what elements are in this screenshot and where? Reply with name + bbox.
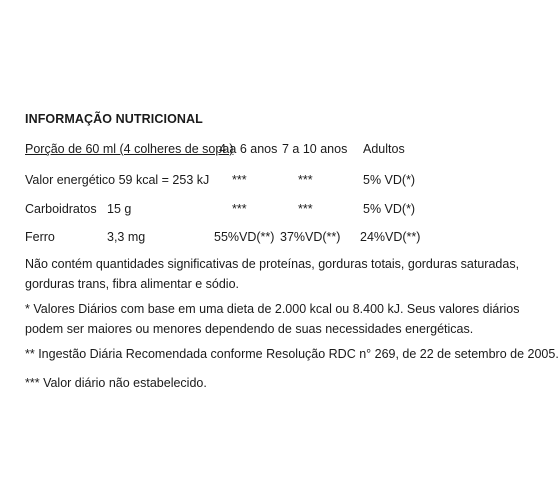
row-energy-c2: *** bbox=[298, 173, 313, 187]
footnote-not-established bbox=[25, 373, 207, 393]
col-header-7-10: 7 a 10 anos bbox=[282, 142, 348, 156]
footnote-idr bbox=[25, 344, 559, 364]
footnote-not-established-line: *** Valor diário não estabelecido. bbox=[25, 376, 207, 390]
row-carbs-label: Carboidratos bbox=[25, 202, 97, 216]
row-iron-amount: 3,3 mg bbox=[107, 230, 146, 244]
row-energy-label: Valor energético 59 kcal = 253 kJ bbox=[25, 173, 210, 187]
nutrition-title: INFORMAÇÃO NUTRICIONAL bbox=[25, 112, 203, 126]
col-header-adults: Adultos bbox=[363, 142, 405, 156]
row-iron-label: Ferro bbox=[25, 230, 55, 244]
footnote-daily-values-line-2: podem ser maiores ou menores dependendo de suas necessidades energéticas. bbox=[25, 322, 474, 336]
row-carbs-c3: 5% VD(*) bbox=[363, 202, 416, 216]
not-contain-line-1: Não contém quantidades significativas de proteínas, gorduras totais, gorduras saturadas, bbox=[25, 257, 520, 271]
footnote-daily-values-line-1: * Valores Diários com base em uma dieta de 2.000 kcal ou 8.400 kJ. Seus valores diários bbox=[25, 302, 520, 316]
row-carbs-amount: 15 g bbox=[107, 202, 132, 216]
row-iron-c3: 24%VD(**) bbox=[360, 230, 421, 244]
col-header-4-6: 4 a 6 anos bbox=[219, 142, 278, 156]
row-iron-c1: 55%VD(**) bbox=[214, 230, 275, 244]
row-carbs-c2: *** bbox=[298, 202, 313, 216]
footnote-daily-values bbox=[25, 299, 519, 339]
row-energy-c3: 5% VD(*) bbox=[363, 173, 416, 187]
footnote-idr-line: ** Ingestão Diária Recomendada conforme Resolução RDC n° 269, de 22 de setembro de 2005. bbox=[25, 347, 559, 361]
row-energy-c1: *** bbox=[232, 173, 247, 187]
portion-header: Porção de 60 ml (4 colheres de sopa) bbox=[25, 142, 234, 156]
row-iron-c2: 37%VD(**) bbox=[280, 230, 341, 244]
not-contain-line-2: gorduras trans, fibra alimentar e sódio. bbox=[25, 277, 239, 291]
row-carbs-c1: *** bbox=[232, 202, 247, 216]
not-contain-note bbox=[25, 254, 519, 294]
